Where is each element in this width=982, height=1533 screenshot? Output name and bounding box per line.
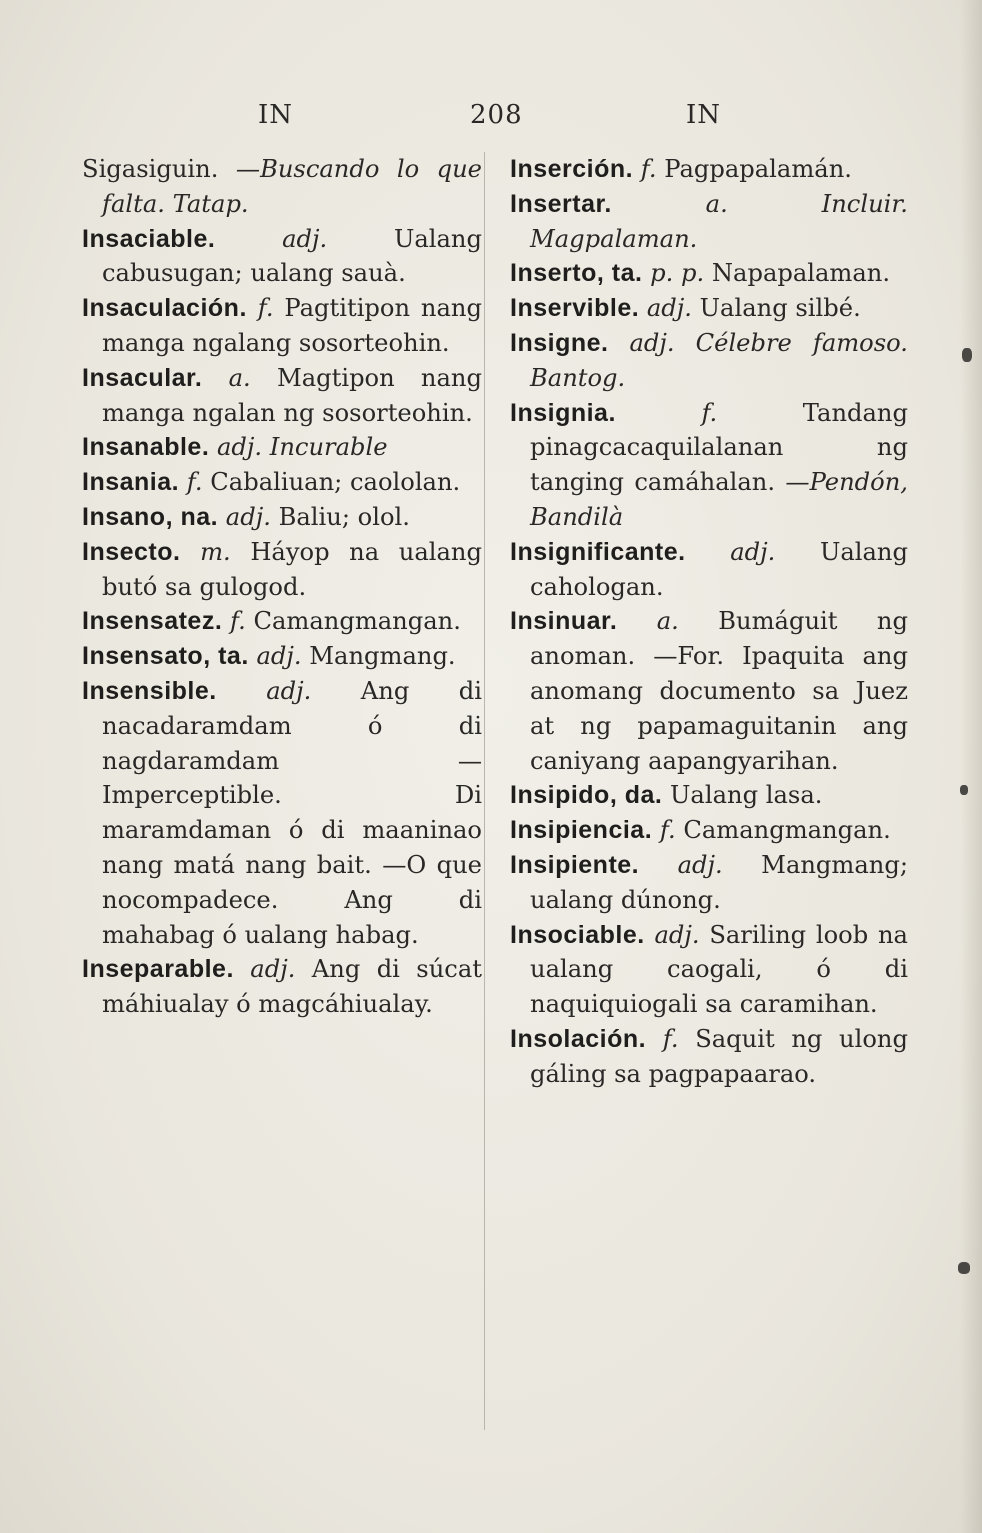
page-edge-shadow: [960, 0, 982, 1533]
entry-definition: Cabaliuan; caololan.: [210, 468, 461, 497]
entry-definition: Ualang lasa.: [670, 781, 823, 810]
entry-headword: Insano, na.: [82, 502, 219, 531]
entry-extra: — Imperceptible. Di maramdaman ó di maaninao nang matá nang bait. —O que nocompadece. Ang di mahabag ó ualang habag.: [102, 746, 482, 949]
entry-headword: Insensato, ta.: [82, 642, 249, 671]
entry-grammar: adj.: [225, 502, 271, 531]
entry-grammar: adj.: [629, 328, 675, 357]
entry-headword: Insigne.: [510, 328, 609, 357]
dictionary-entry: [82, 152, 482, 222]
entry-headword: Insensible.: [82, 676, 217, 705]
dictionary-entry: [510, 604, 908, 778]
dictionary-entry: [510, 778, 908, 813]
dictionary-entry: [510, 918, 908, 1022]
entry-definition: Napapalaman.: [711, 259, 891, 288]
entry-headword: Insanable.: [82, 433, 210, 462]
dictionary-entry: [510, 848, 908, 918]
page-number: 208: [470, 100, 523, 130]
entry-headword: Insinuar.: [510, 607, 618, 636]
entry-grammar: f.: [659, 816, 676, 845]
entry-definition: Ualang silbé.: [699, 294, 861, 323]
entry-grammar: p. p.: [650, 259, 705, 288]
entry-grammar: adj.: [256, 642, 302, 671]
entry-grammar: f.: [701, 398, 718, 427]
entry-grammar: adj.: [677, 850, 723, 879]
entry-grammar: f.: [257, 294, 274, 323]
entry-grammar: m.: [200, 537, 231, 566]
entry-definition: Háyop na ualang butó sa gulogod.: [102, 537, 482, 601]
running-header: [0, 100, 982, 140]
entry-headword: Inserto, ta.: [510, 259, 643, 288]
entry-headword: Insensatez.: [82, 607, 223, 636]
dictionary-entry: [82, 604, 482, 639]
entry-grammar: a.: [656, 607, 679, 636]
dictionary-entry: [82, 430, 482, 465]
dictionary-entry: [82, 361, 482, 431]
dictionary-entry: [82, 222, 482, 292]
entry-grammar: adj.: [216, 433, 263, 462]
entry-definition: Camangmangan.: [683, 816, 891, 845]
entry-grammar: adj.: [654, 920, 700, 949]
entry-definition: Camangmangan.: [253, 607, 461, 636]
dictionary-entry: [510, 291, 908, 326]
header-left-guide: IN: [258, 100, 294, 130]
entry-headword: Inseparable.: [82, 955, 234, 984]
entry-definition: Mangmang.: [309, 642, 456, 671]
entry-headword: Insaciable.: [82, 224, 216, 253]
entry-headword: Insipiencia.: [510, 816, 653, 845]
dictionary-entry: [82, 952, 482, 1022]
dictionary-entry: [82, 535, 482, 605]
entry-definition: Saquit ng ulong gáling sa pagpapaarao.: [530, 1024, 908, 1088]
dictionary-entry: [510, 152, 908, 187]
entry-definition: Pagtitipon nang manga ngalang sosorteohin.: [102, 294, 482, 357]
entry-headword: Insolación.: [510, 1024, 647, 1053]
column-divider: [484, 152, 485, 1430]
entry-definition: Pagpapalamán.: [664, 155, 852, 183]
entry-grammar: f.: [640, 155, 657, 183]
entry-grammar: adj.: [250, 955, 296, 984]
entry-headword: Insignificante.: [510, 537, 686, 566]
entry-extra: Célebre famoso. Bantog.: [530, 328, 908, 392]
entry-definition: Ualang cabusugan; ualang sauà.: [102, 224, 482, 288]
dictionary-entry: [510, 396, 908, 535]
entry-definition: Sariling loob na ualang caogali, ó di naquiquiogali sa caramihan.: [530, 920, 908, 1019]
entry-grammar: f.: [229, 607, 246, 636]
entry-definition: Ualang cahologan.: [530, 537, 908, 601]
entry-headword: Inserción.: [510, 155, 634, 183]
ink-blot: [960, 785, 968, 795]
entry-grammar: adj.: [266, 676, 312, 705]
entry-headword: Insipiente.: [510, 850, 640, 879]
entry-headword: Insignia.: [510, 398, 616, 427]
dictionary-entry: [82, 500, 482, 535]
entry-definition: Bumáguit ng anoman.: [530, 607, 908, 671]
left-column: [82, 152, 482, 1022]
dictionary-entry: [510, 187, 908, 257]
entry-grammar: a.: [228, 363, 251, 392]
entry-headword: Insipido, da.: [510, 781, 663, 810]
right-column: [510, 152, 908, 1092]
dictionary-entry: [510, 813, 908, 848]
entry-headword: Insecto.: [82, 537, 181, 566]
ink-blot: [958, 1262, 970, 1274]
entry-extra: —Buscando lo que falta. Tatap.: [102, 155, 482, 218]
entry-extra: —For. Ipaquita ang anomang documento sa Juez at ng papamaguitanin ang caniyang aapangyarihan.: [530, 642, 908, 775]
dictionary-entry: [82, 291, 482, 361]
entry-headword: Insociable.: [510, 920, 645, 949]
entry-grammar: f.: [186, 468, 203, 497]
dictionary-entry: [82, 465, 482, 500]
entry-definition: Ang di nacadaramdam ó di nagdaramdam: [102, 676, 482, 775]
ink-blot: [962, 348, 972, 362]
header-right-guide: IN: [686, 100, 722, 130]
entry-headword: Insaculación.: [82, 294, 247, 323]
dictionary-entry: [510, 256, 908, 291]
entry-headword: Inservible.: [510, 294, 640, 323]
dictionary-entry: [82, 674, 482, 952]
entry-grammar: adj.: [646, 294, 692, 323]
entry-definition: Mangmang; ualang dúnong.: [530, 850, 908, 914]
entry-definition: Ang di súcat máhiualay ó magcáhiualay.: [102, 955, 482, 1019]
dictionary-entry: [510, 326, 908, 396]
dictionary-entry: [510, 1022, 908, 1092]
entry-extra: Incluir. Magpalaman.: [530, 189, 908, 253]
entry-headword: Insacular.: [82, 363, 203, 392]
entry-grammar: f.: [662, 1024, 679, 1053]
entry-definition: Tandang pinagcacaquilalanan ng tanging camáhalan.: [530, 398, 908, 497]
entry-definition: Baliu; olol.: [278, 502, 410, 531]
entry-headword: Insertar.: [510, 189, 612, 218]
dictionary-entry: [510, 535, 908, 605]
entry-grammar: a.: [705, 189, 728, 218]
dictionary-entry: [82, 639, 482, 674]
entry-definition: Sigasiguin.: [82, 155, 219, 183]
entry-headword: Insania.: [82, 468, 180, 497]
entry-definition: Magtipon nang manga ngalan ng sosorteohin.: [102, 363, 482, 427]
entry-grammar: adj.: [282, 224, 328, 253]
entry-extra: Incurable: [269, 433, 388, 462]
entry-extra: —Pendón, Bandilà: [530, 468, 908, 531]
entry-grammar: adj.: [730, 537, 776, 566]
